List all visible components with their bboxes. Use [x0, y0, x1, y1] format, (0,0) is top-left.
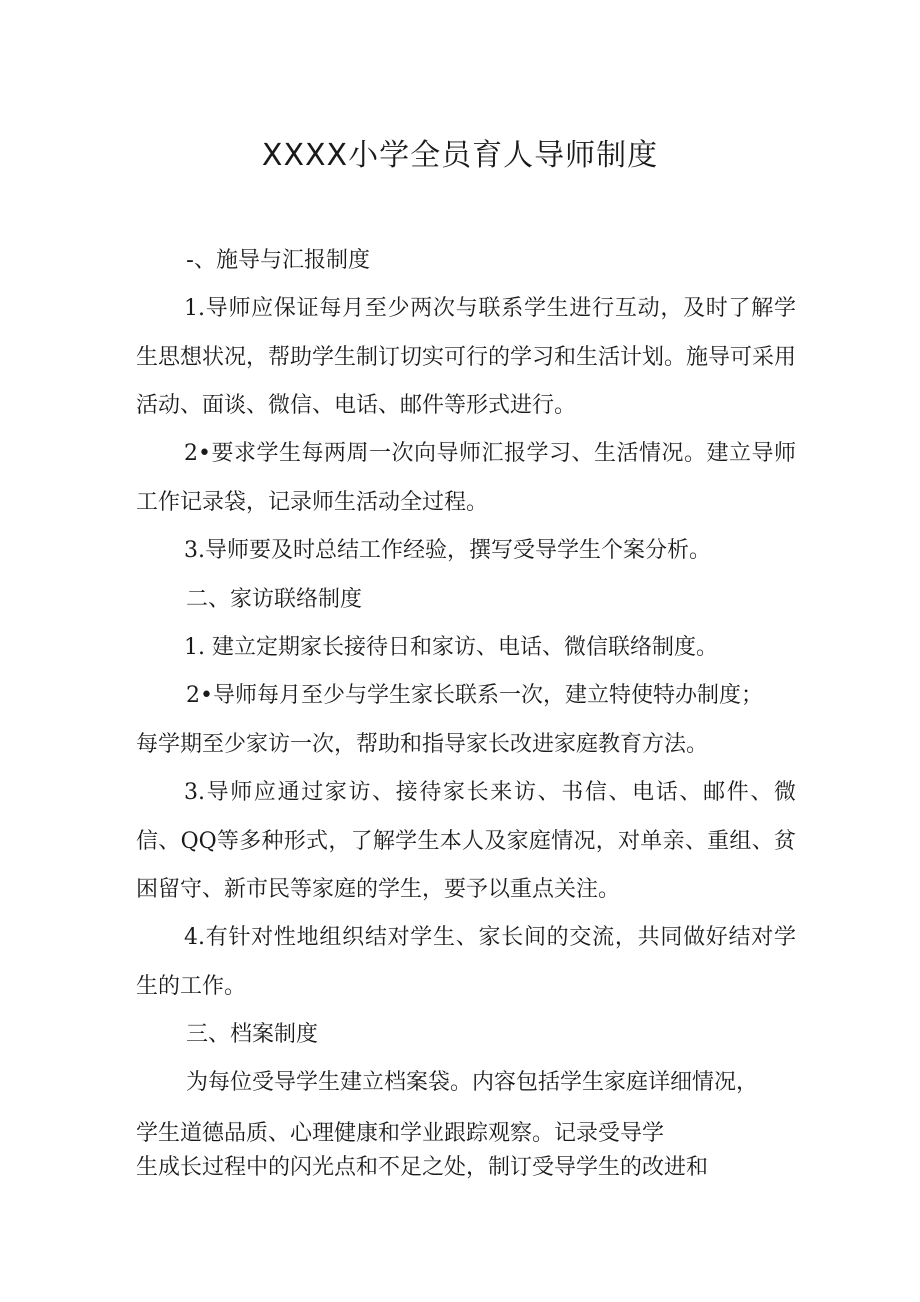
paragraph-1-2: 2•要求学生每两周一次向导师汇报学习、生活情况。建立导师工作记录袋，记录师生活动全过程。: [136, 441, 796, 515]
paragraph-1-3: 3.导师要及时总结工作经验，撰写受导学生个案分析。: [184, 538, 711, 563]
section-heading-1: -、施导与汇报制度: [186, 248, 370, 273]
paragraph-2-3: 每学期至少家访一次，帮助和指导家长改进家庭教育方法。: [136, 732, 709, 757]
paragraph-2-5: 4.有针对性地组织结对学生、家长间的交流，共同做好结对学生的工作。: [136, 925, 796, 999]
paragraph-3-2: 学生道德品质、心理健康和学业跟踪观察。记录受导学: [136, 1121, 665, 1146]
paragraph-2-1: 1. 建立定期家长接待日和家访、电话、微信联络制度。: [184, 635, 718, 660]
paragraph-3-3: 生成长过程中的闪光点和不足之处，制订受导学生的改进和: [136, 1155, 709, 1180]
paragraph-1-1: 1.导师应保证每月至少两次与联系学生进行互动，及时了解学生思想状况，帮助学生制订切实可行的学习和生活计划。施导可采用活动、面谈、微信、电话、邮件等形式进行。: [136, 296, 797, 418]
section-heading-2: 二、家访联络制度: [186, 587, 363, 612]
paragraph-2-2: 2•导师每月至少与学生家长联系一次，建立特使特办制度；: [186, 683, 763, 708]
document-title: XXXX小学全员育人导师制度: [261, 138, 659, 173]
paragraph-3-1: 为每位受导学生建立档案袋。内容包括学生家庭详细情况，: [186, 1070, 759, 1095]
paragraph-2-4: 3.导师应通过家访、接待家长来访、书信、电话、邮件、微信、QQ等多种形式，了解学生本人及家庭情况，对单亲、重组、贫困留守、新市民等家庭的学生，要予以重点关注。: [136, 780, 796, 902]
section-heading-3: 三、档案制度: [186, 1022, 319, 1047]
